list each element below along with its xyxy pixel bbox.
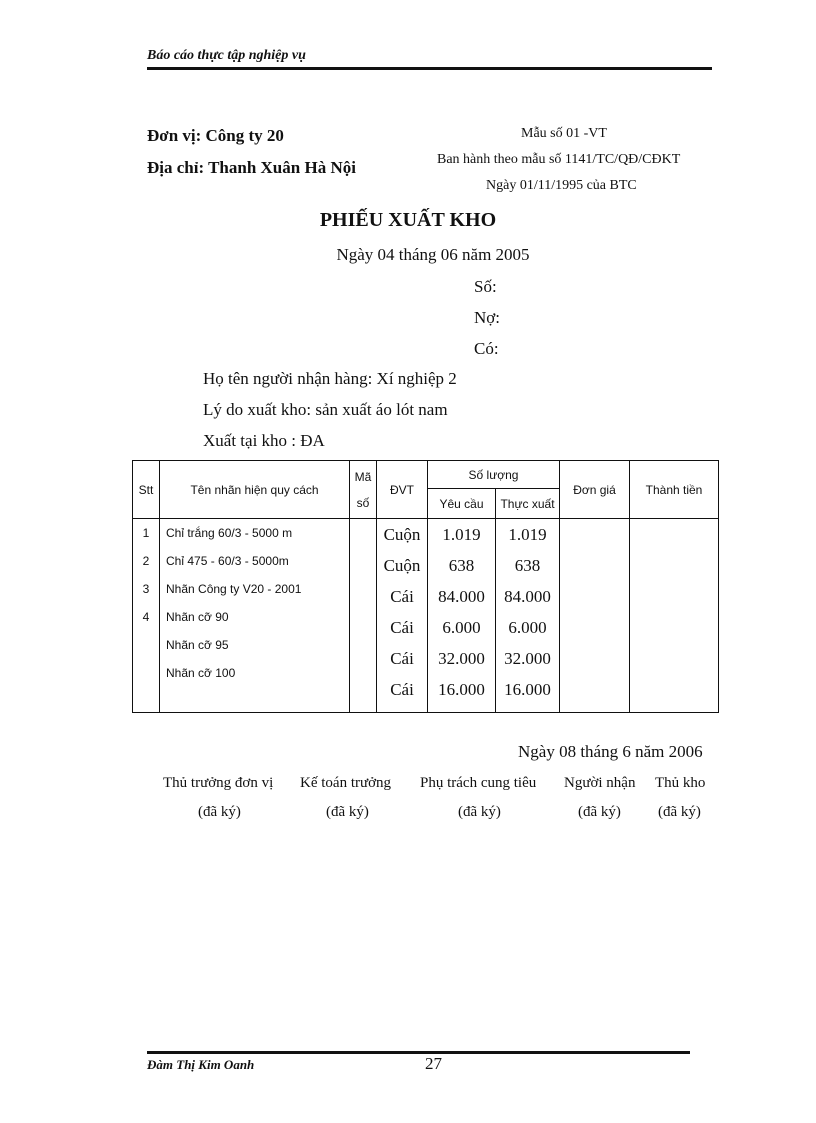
item-name: Nhãn cỡ 100: [166, 666, 236, 680]
item-name: Nhãn cỡ 95: [166, 638, 229, 652]
actual-cell: 32.000: [504, 649, 551, 668]
header-actual: Thực xuất: [496, 489, 560, 519]
signed-storekeeper: (đã ký): [658, 804, 701, 820]
warehouse-line: Xuất tại kho : ĐA: [203, 431, 325, 450]
header-requested: Yêu cầu: [428, 489, 496, 519]
role-chief-accountant: Kế toán trưởng: [300, 775, 392, 791]
reason-line: Lý do xuất kho: sản xuất áo lót nam: [203, 400, 448, 419]
header-code-bottom: số: [356, 495, 370, 510]
document-title: PHIẾU XUẤT KHO: [319, 209, 497, 231]
company-address: Địa chỉ: Thanh Xuân Hà Nội: [147, 158, 356, 177]
actual-cell: 6.000: [508, 618, 547, 637]
actual-cell: 638: [514, 556, 541, 575]
amount-column: [630, 519, 719, 713]
document-credit: Có:: [474, 339, 499, 358]
requested-cell: 1.019: [442, 525, 481, 544]
unit-column: [377, 519, 428, 713]
document-date: Ngày 04 tháng 06 năm 2005: [336, 245, 530, 264]
document-number: Số:: [474, 277, 497, 296]
unit-cell: Cái: [390, 649, 414, 668]
inventory-table: [132, 460, 719, 713]
header-quantity: Số lượng: [428, 461, 560, 489]
form-issued: Ban hành theo mẫu số 1141/TC/QĐ/CĐKT: [437, 152, 681, 167]
header-unit: ĐVT: [377, 461, 428, 519]
requested-cell: 16.000: [438, 680, 485, 699]
actual-cell: 84.000: [504, 587, 551, 606]
requested-cell: 6.000: [442, 618, 481, 637]
actual-cell: 1.019: [508, 525, 547, 544]
requested-column: [428, 519, 496, 713]
unit-cell: Cuộn: [383, 525, 421, 544]
role-storekeeper: Thủ kho: [655, 775, 706, 791]
signed-receiver: (đã ký): [578, 804, 621, 820]
unit-cell: Cái: [390, 618, 414, 637]
receiver-line: Họ tên người nhận hàng: Xí nghiệp 2: [203, 369, 457, 388]
header-code: [350, 461, 377, 519]
header-price: Đơn giá: [560, 461, 630, 519]
signed-supply: (đã ký): [458, 804, 501, 820]
code-column: [350, 519, 377, 713]
item-name: Chỉ 475 - 60/3 - 5000m: [166, 554, 289, 568]
price-column: [560, 519, 630, 713]
header-code-top: Mã: [354, 469, 372, 484]
header-divider: [147, 67, 712, 70]
role-director: Thủ trưởng đơn vị: [163, 775, 274, 791]
item-name: Nhãn Công ty V20 - 2001: [166, 582, 302, 596]
signed-chief-accountant: (đã ký): [326, 804, 369, 820]
signature-date: Ngày 08 tháng 6 năm 2006: [518, 742, 703, 761]
form-date: Ngày 01/11/1995 của BTC: [486, 178, 637, 193]
requested-cell: 638: [448, 556, 475, 575]
company-unit: Đơn vị: Công ty 20: [147, 126, 284, 145]
stt-column: [133, 519, 160, 713]
document-debit: Nợ:: [474, 308, 500, 327]
footer-author: Đàm Thị Kim Oanh: [147, 1057, 255, 1072]
unit-cell: Cái: [390, 680, 414, 699]
actual-cell: 16.000: [504, 680, 551, 699]
stt-cell: 2: [142, 554, 150, 568]
stt-cell: 1: [142, 526, 150, 540]
requested-cell: 84.000: [438, 587, 485, 606]
name-column: [160, 519, 350, 713]
unit-cell: Cuộn: [383, 556, 421, 575]
form-code: Mẫu số 01 -VT: [521, 126, 607, 141]
role-supply: Phụ trách cung tiêu: [420, 775, 537, 791]
item-name: Chỉ trắng 60/3 - 5000 m: [166, 526, 293, 540]
page-number: 27: [425, 1054, 442, 1073]
header-stt: Stt: [133, 461, 160, 519]
unit-cell: Cái: [390, 587, 414, 606]
page-header-title: Báo cáo thực tập nghiệp vụ: [147, 48, 306, 63]
header-name: Tên nhãn hiện quy cách: [160, 461, 350, 519]
requested-cell: 32.000: [438, 649, 485, 668]
signed-director: (đã ký): [198, 804, 241, 820]
actual-column: [496, 519, 560, 713]
stt-cell: 4: [142, 610, 150, 624]
footer-divider: [147, 1051, 690, 1054]
header-amount: Thành tiền: [630, 461, 719, 519]
role-receiver: Người nhận: [564, 775, 636, 791]
item-name: Nhãn cỡ 90: [166, 610, 229, 624]
stt-cell: 3: [142, 582, 150, 596]
